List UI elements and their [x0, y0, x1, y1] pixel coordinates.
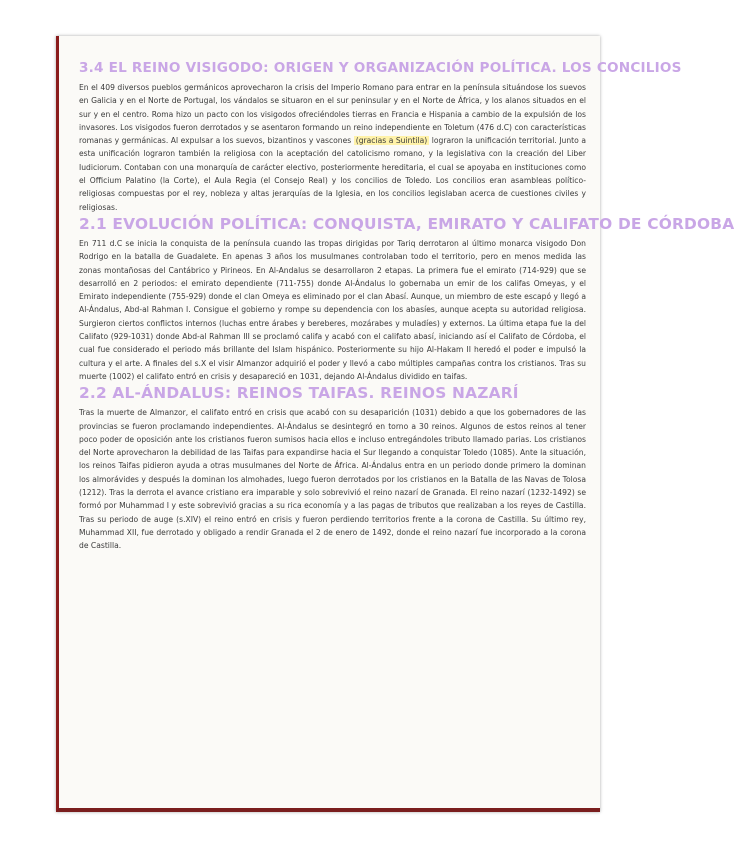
section-heading-visigodo: 3.4 EL REINO VISIGODO: ORIGEN Y ORGANIZACIÓN POLÍTICA. LOS CONCILIOS: [79, 60, 682, 76]
page-content: [79, 58, 734, 798]
body-text-part-1: En el 409 diversos pueblos germánicos aprovecharon la crisis del Imperio Romano para entrar en la península situándose los suevos en Galicia y en el Norte de Portugal, los vándalos se situaron en el sur peninsular y en el Norte de África, y los alanos situados en el sur y en el centro. Roma hizo un pacto con los visigodos ofreciéndoles tierras en Francia e Hispania a cambio de la expulsión de los invasores. Los visigodos fueron derrotados y se asentaron formando un reino independiente en Toletum (476 d.C) con características romanas y germánicas. Al expulsar a los suevos, bizantinos y vascones: [79, 83, 586, 146]
notebook-page: [56, 36, 734, 812]
highlighted-text: (gracias a Suintila): [355, 136, 428, 146]
section-body-al-andalus: Tras la muerte de Almanzor, el califato entró en crisis que acabó con su desaparición (1031) debido a que los gobernadores de las provincias se fueron proclamando independientes. Al-Ándalus se desintegró en torno a 30 reinos. Algunos de estos reinos al tener poco poder de oposición ante los cristianos fueron sumisos hacia ellos e incluso entregándoles tributo llamado parias. Los cristianos del Norte aprovecharon la debilidad de las Taifas para expandirse hacia el Sur llegando a conquistar Toledo (1085). Ante la situación, los reinos Taifas pidieron ayuda a otras musulmanes del Norte de África. Al-Ándalus entra en un periodo donde primero la dominan los almorávides y después la dominan los almohades, luego fueron derrotados por los cristianos en la Batalla de las Navas de Tolosa (1212). Tras la derrota el avance cristiano era imparable y solo sobrevivió el reino nazarí de Granada. El reino nazarí (1232-1492) se formó por Muhammad I y este sobrevivió gracias a su rica economía y a las pagas de tributos que realizaban a los reyes de Castilla. Tras su periodo de auge (s.XIV) el reino entró en crisis y fueron perdiendo territorios frente a la corona de Castilla. Su último rey, Muhammad XII, fue derrotado y obligado a rendir Granada el 2 de enero de 1492, donde el reino nazarí fue incorporado a la corona de Castilla.: [79, 408, 586, 551]
section-heading-al-andalus: 2.2 AL-ÁNDALUS: REINOS TAIFAS. REINOS NAZARÍ: [79, 384, 519, 403]
section-body-visigodo: [79, 81, 586, 214]
section-heading-evolucion: 2.1 EVOLUCIÓN POLÍTICA: CONQUISTA, EMIRATO Y CALIFATO DE CÓRDOBA: [79, 214, 734, 233]
body-text-part-2: lograron la unificación territorial. Junto a esta unificación lograron también la religiosa con la aceptación del catolicismo romano, y la legislativa con la creación del Liber Iudiciorum. Contaban con una monarquía de carácter electivo, posteriormente hereditaria, el cual se apoyaba en instituciones como el Officium Palatino (la Corte), el Aula Regia (el Consejo Real) y los concilios de Toledo. Los concilios eran asambleas político-religiosas compuestas por el rey, nobleza y altas jerarquías de la Iglesia, en los concilios legislaban acerca de cuestiones civiles y religiosas.: [79, 136, 586, 212]
section-body-evolucion: En 711 d.C se inicia la conquista de la península cuando las tropas dirigidas por Tariq derrotaron al último monarca visigodo Don Rodrigo en la batalla de Guadalete. En apenas 3 años los musulmanes controlaban todo el territorio, pero en menos medida las zonas montañosas del Cantábrico y Pirineos. En Al-Andalus se desarrollaron 2 etapas. La primera fue el emirato (714-929) que se desarrolló en 2 periodos: el emirato dependiente (711-755) donde Al-Ándalus lo gobernaba un emir de los califas Omeyas, y el Emirato independiente (755-929) donde el clan Omeya es eliminado por el clan Abasí. Aunque, un miembro de este escapó y llegó a Al-Ándalus, Abd-al Rahman I. Consigue el gobierno y rompe su dependencia con los abasíes, aunque acepta su autoridad religiosa. Surgieron ciertos conflictos internos (luchas entre árabes y bereberes, mozárabes y muladíes) y externos. La última etapa fue la del Califato (929-1031) donde Abd-al Rahman III se proclamó califa y acabó con el califato abasí, iniciando así el Califato de Córdoba, el cual fue considerado el periodo más brillante del Islam hispánico. Posteriormente su hijo Al-Hakam II heredó el poder e impulsó la cultura y el arte. A finales del s.X el visir Almanzor adquirió el poder y llevó a cabo múltiples campañas contra los cristianos. Tras su muerte (1002) el califato entró en crisis y desapareció en 1031, dejando Al-Ándalus dividido en taifas.: [79, 238, 586, 381]
